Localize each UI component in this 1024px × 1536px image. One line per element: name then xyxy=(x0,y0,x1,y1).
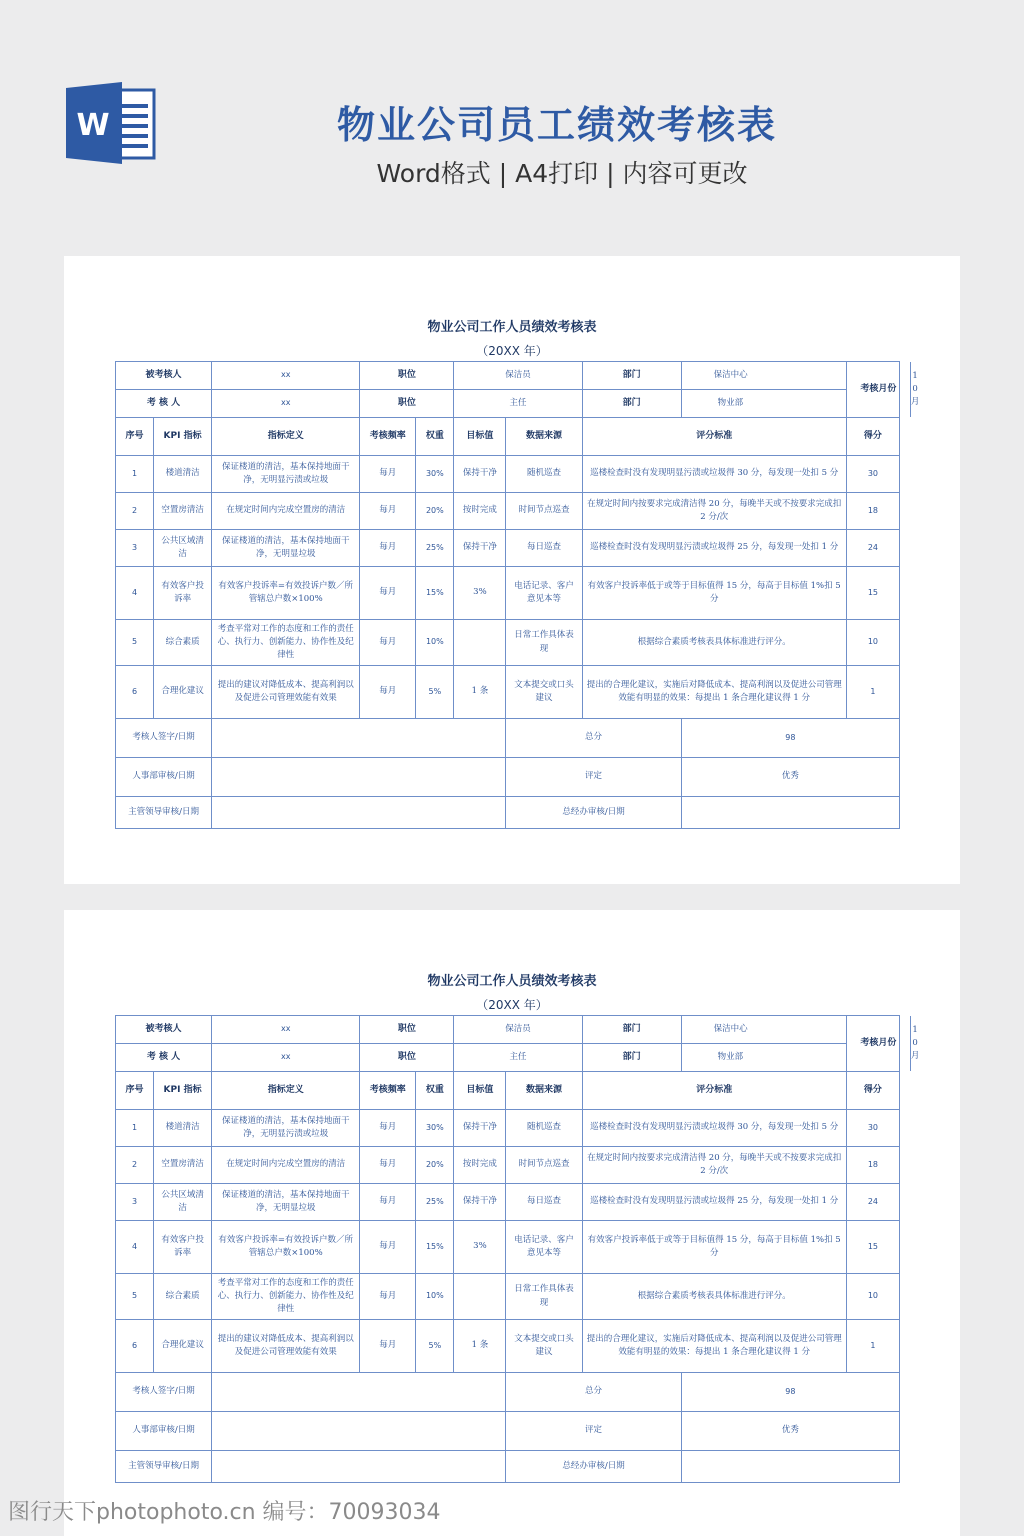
row-no: 5 xyxy=(116,1274,154,1320)
row-no: 2 xyxy=(116,493,154,530)
footer-row-sign xyxy=(116,1373,900,1412)
row-criteria: 在规定时间内按要求完成清洁得 20 分，每晚半天或不按要求完成扣 2 分/次 xyxy=(582,1147,846,1184)
position-value: 保洁员 xyxy=(454,362,582,390)
col-criteria: 评分标准 xyxy=(582,418,846,456)
row-target: 1 条 xyxy=(454,666,506,719)
row-source: 文本提交或口头建议 xyxy=(506,666,582,719)
doc-year: （20XX 年） xyxy=(476,998,548,1012)
row-source: 随机巡查 xyxy=(506,1110,582,1147)
row-definition: 保证楼道的清洁，基本保持地面干净，无明显污渍或垃圾 xyxy=(212,1110,360,1147)
assessor-position-value: 主任 xyxy=(454,1044,582,1072)
row-no: 5 xyxy=(116,620,154,666)
assessor-value: xx xyxy=(212,1044,360,1072)
assessor-position-label: 职位 xyxy=(360,390,454,418)
row-frequency: 每月 xyxy=(360,1110,416,1147)
table-row xyxy=(116,530,900,567)
assessor-position-label: 职位 xyxy=(360,1044,454,1072)
col-freq: 考核频率 xyxy=(360,1072,416,1110)
sign-cell xyxy=(212,1373,506,1412)
info-row-assessee xyxy=(116,362,900,390)
row-frequency: 每月 xyxy=(360,567,416,620)
total-value: 98 xyxy=(681,719,899,758)
row-definition: 考查平常对工作的态度和工作的责任心、执行力、创新能力、协作性及纪律性 xyxy=(212,620,360,666)
col-source: 数据来源 xyxy=(506,1072,582,1110)
row-target xyxy=(454,620,506,666)
doc-year: （20XX 年） xyxy=(476,344,548,358)
row-source: 时间节点巡查 xyxy=(506,493,582,530)
col-weight: 权重 xyxy=(416,1072,454,1110)
col-def: 指标定义 xyxy=(212,1072,360,1110)
table-row xyxy=(116,1184,900,1221)
dept-label: 部门 xyxy=(582,1016,681,1044)
row-criteria: 巡楼检查时没有发现明显污渍或垃圾得 25 分，每发现一处扣 1 分 xyxy=(582,1184,846,1221)
row-kpi: 合理化建议 xyxy=(154,666,212,719)
dept-value: 保洁中心 xyxy=(681,362,846,390)
word-logo-letter: W xyxy=(76,108,110,143)
row-kpi: 合理化建议 xyxy=(154,1320,212,1373)
assessee-label: 被考核人 xyxy=(116,362,212,390)
dept-label: 部门 xyxy=(582,362,681,390)
row-kpi: 有效客户投诉率 xyxy=(154,1221,212,1274)
row-criteria: 提出的合理化建议，实施后对降低成本、提高利润以及促进公司管理效能有明显的效果：每提出 1 条合理化建议得 1 分 xyxy=(582,1320,846,1373)
row-frequency: 每月 xyxy=(360,1221,416,1274)
row-kpi: 有效客户投诉率 xyxy=(154,567,212,620)
assessee-label: 被考核人 xyxy=(116,1016,212,1044)
row-weight: 30% xyxy=(416,456,454,493)
col-no: 序号 xyxy=(116,1072,154,1110)
hr-label: 人事部审核/日期 xyxy=(116,1412,212,1451)
row-source: 日常工作具体表现 xyxy=(506,620,582,666)
row-score: 10 xyxy=(846,1274,899,1320)
row-criteria: 巡楼检查时没有发现明显污渍或垃圾得 30 分，每发现一处扣 5 分 xyxy=(582,1110,846,1147)
row-no: 3 xyxy=(116,1184,154,1221)
assessor-label: 考 核 人 xyxy=(116,390,212,418)
main-title: 物业公司员工绩效考核表 xyxy=(336,103,777,147)
row-source: 每日巡查 xyxy=(506,1184,582,1221)
row-no: 2 xyxy=(116,1147,154,1184)
row-target xyxy=(454,1274,506,1320)
row-weight: 15% xyxy=(416,567,454,620)
col-no: 序号 xyxy=(116,418,154,456)
hr-cell xyxy=(212,1412,506,1451)
document-page-1 xyxy=(64,256,960,884)
month-label: 考核月份 xyxy=(847,1016,911,1071)
col-score: 得分 xyxy=(846,418,899,456)
assessor-position-value: 主任 xyxy=(454,390,582,418)
row-criteria: 在规定时间内按要求完成清洁得 20 分，每晚半天或不按要求完成扣 2 分/次 xyxy=(582,493,846,530)
row-target: 保持干净 xyxy=(454,1184,506,1221)
row-kpi: 空置房清洁 xyxy=(154,493,212,530)
month-cell xyxy=(846,362,920,418)
doc-title: 物业公司工作人员绩效考核表 xyxy=(427,974,597,989)
row-criteria: 根据综合素质考核表具体标准进行评分。 xyxy=(582,620,846,666)
row-weight: 5% xyxy=(416,666,454,719)
table-row xyxy=(116,666,900,719)
row-frequency: 每月 xyxy=(360,1147,416,1184)
row-target: 保持干净 xyxy=(454,456,506,493)
row-weight: 30% xyxy=(416,1110,454,1147)
row-weight: 10% xyxy=(416,1274,454,1320)
row-source: 时间节点巡查 xyxy=(506,1147,582,1184)
footer-row-leader xyxy=(116,1451,900,1483)
row-source: 电话记录、客户意见本等 xyxy=(506,1221,582,1274)
row-target: 按时完成 xyxy=(454,1147,506,1184)
row-no: 1 xyxy=(116,1110,154,1147)
row-kpi: 综合素质 xyxy=(154,620,212,666)
total-value: 98 xyxy=(681,1373,899,1412)
hr-cell xyxy=(212,758,506,797)
row-weight: 15% xyxy=(416,1221,454,1274)
row-source: 日常工作具体表现 xyxy=(506,1274,582,1320)
footer-row-hr xyxy=(116,1412,900,1451)
assessor-dept-label: 部门 xyxy=(582,390,681,418)
watermark-text: 图行天下photophoto.cn 编号：70093034 xyxy=(8,1500,441,1525)
row-frequency: 每月 xyxy=(360,620,416,666)
row-source: 每日巡查 xyxy=(506,530,582,567)
total-label: 总分 xyxy=(506,1373,681,1412)
row-score: 18 xyxy=(846,493,899,530)
row-kpi: 楼道清洁 xyxy=(154,456,212,493)
row-kpi: 综合素质 xyxy=(154,1274,212,1320)
row-kpi: 公共区域清洁 xyxy=(154,1184,212,1221)
row-definition: 有效客户投诉率=有效投诉户数／所管辖总户数×100% xyxy=(212,1221,360,1274)
sign-label: 考核人签字/日期 xyxy=(116,719,212,758)
sub-title: Word格式 | A4打印 | 内容可更改 xyxy=(376,159,748,188)
row-frequency: 每月 xyxy=(360,1184,416,1221)
rating-value: 优秀 xyxy=(681,1412,899,1451)
row-criteria: 根据综合素质考核表具体标准进行评分。 xyxy=(582,1274,846,1320)
row-frequency: 每月 xyxy=(360,1274,416,1320)
table-row xyxy=(116,1320,900,1373)
row-definition: 提出的建议对降低成本、提高利润以及促进公司管理效能有效果 xyxy=(212,1320,360,1373)
assessor-dept-value: 物业部 xyxy=(681,1044,846,1072)
row-definition: 考查平常对工作的态度和工作的责任心、执行力、创新能力、协作性及纪律性 xyxy=(212,1274,360,1320)
row-kpi: 楼道清洁 xyxy=(154,1110,212,1147)
row-kpi: 空置房清洁 xyxy=(154,1147,212,1184)
row-no: 4 xyxy=(116,567,154,620)
hr-label: 人事部审核/日期 xyxy=(116,758,212,797)
row-definition: 在规定时间内完成空置房的清洁 xyxy=(212,493,360,530)
table-row xyxy=(116,456,900,493)
assessee-value: xx xyxy=(212,1016,360,1044)
row-no: 6 xyxy=(116,1320,154,1373)
leader-label: 主管领导审核/日期 xyxy=(116,797,212,829)
position-label: 职位 xyxy=(360,362,454,390)
leader-label: 主管领导审核/日期 xyxy=(116,1451,212,1483)
gm-label: 总经办审核/日期 xyxy=(506,797,681,829)
row-no: 6 xyxy=(116,666,154,719)
col-score: 得分 xyxy=(846,1072,899,1110)
column-header-row xyxy=(116,418,900,456)
table-row xyxy=(116,620,900,666)
position-label: 职位 xyxy=(360,1016,454,1044)
assessor-value: xx xyxy=(212,390,360,418)
info-row-assessor xyxy=(116,1044,900,1072)
table-row xyxy=(116,1221,900,1274)
column-header-row xyxy=(116,1072,900,1110)
gm-label: 总经办审核/日期 xyxy=(506,1451,681,1483)
row-target: 1 条 xyxy=(454,1320,506,1373)
assessor-label: 考 核 人 xyxy=(116,1044,212,1072)
info-row-assessee xyxy=(116,1016,900,1044)
sign-cell xyxy=(212,719,506,758)
row-definition: 提出的建议对降低成本、提高利润以及促进公司管理效能有效果 xyxy=(212,666,360,719)
row-score: 30 xyxy=(846,456,899,493)
row-weight: 10% xyxy=(416,620,454,666)
page-header xyxy=(0,0,1024,250)
table-row xyxy=(116,1147,900,1184)
row-frequency: 每月 xyxy=(360,456,416,493)
rating-label: 评定 xyxy=(506,1412,681,1451)
gm-cell xyxy=(681,797,899,829)
month-label: 考核月份 xyxy=(847,362,911,417)
leader-cell xyxy=(212,1451,506,1483)
row-source: 电话记录、客户意见本等 xyxy=(506,567,582,620)
leader-cell xyxy=(212,797,506,829)
row-source: 随机巡查 xyxy=(506,456,582,493)
row-score: 30 xyxy=(846,1110,899,1147)
assessee-value: xx xyxy=(212,362,360,390)
row-weight: 20% xyxy=(416,1147,454,1184)
row-weight: 20% xyxy=(416,493,454,530)
col-kpi: KPI 指标 xyxy=(154,1072,212,1110)
col-freq: 考核频率 xyxy=(360,418,416,456)
month-value: 10 月 xyxy=(910,1024,920,1062)
row-criteria: 巡楼检查时没有发现明显污渍或垃圾得 25 分，每发现一处扣 1 分 xyxy=(582,530,846,567)
row-target: 保持干净 xyxy=(454,530,506,567)
col-source: 数据来源 xyxy=(506,418,582,456)
row-score: 24 xyxy=(846,1184,899,1221)
footer-row-sign xyxy=(116,719,900,758)
rating-label: 评定 xyxy=(506,758,681,797)
document-page-2 xyxy=(64,910,960,1536)
row-frequency: 每月 xyxy=(360,530,416,567)
row-definition: 保证楼道的清洁，基本保持地面干净，无明显垃圾 xyxy=(212,1184,360,1221)
row-no: 4 xyxy=(116,1221,154,1274)
row-frequency: 每月 xyxy=(360,1320,416,1373)
row-definition: 在规定时间内完成空置房的清洁 xyxy=(212,1147,360,1184)
row-no: 1 xyxy=(116,456,154,493)
dept-value: 保洁中心 xyxy=(681,1016,846,1044)
table-row xyxy=(116,567,900,620)
row-kpi: 公共区域清洁 xyxy=(154,530,212,567)
row-no: 3 xyxy=(116,530,154,567)
assessor-dept-label: 部门 xyxy=(582,1044,681,1072)
footer-row-leader xyxy=(116,797,900,829)
info-row-assessor xyxy=(116,390,900,418)
row-definition: 保证楼道的清洁，基本保持地面干净，无明显垃圾 xyxy=(212,530,360,567)
assessment-table xyxy=(115,1015,920,1483)
row-score: 1 xyxy=(846,666,899,719)
row-weight: 25% xyxy=(416,530,454,567)
row-criteria: 巡楼检查时没有发现明显污渍或垃圾得 30 分，每发现一处扣 5 分 xyxy=(582,456,846,493)
col-kpi: KPI 指标 xyxy=(154,418,212,456)
row-definition: 保证楼道的清洁，基本保持地面干净，无明显污渍或垃圾 xyxy=(212,456,360,493)
row-score: 1 xyxy=(846,1320,899,1373)
col-def: 指标定义 xyxy=(212,418,360,456)
table-row xyxy=(116,493,900,530)
row-source: 文本提交或口头建议 xyxy=(506,1320,582,1373)
month-value: 10 月 xyxy=(910,370,920,408)
row-target: 3% xyxy=(454,1221,506,1274)
rating-value: 优秀 xyxy=(681,758,899,797)
row-target: 3% xyxy=(454,567,506,620)
row-score: 10 xyxy=(846,620,899,666)
col-criteria: 评分标准 xyxy=(582,1072,846,1110)
row-score: 24 xyxy=(846,530,899,567)
table-row xyxy=(116,1110,900,1147)
month-cell xyxy=(846,1016,920,1072)
position-value: 保洁员 xyxy=(454,1016,582,1044)
row-criteria: 提出的合理化建议，实施后对降低成本、提高利润以及促进公司管理效能有明显的效果：每提出 1 条合理化建议得 1 分 xyxy=(582,666,846,719)
total-label: 总分 xyxy=(506,719,681,758)
row-score: 18 xyxy=(846,1147,899,1184)
row-criteria: 有效客户投诉率低于或等于目标值得 15 分，每高于目标值 1%扣 5 分 xyxy=(582,1221,846,1274)
col-weight: 权重 xyxy=(416,418,454,456)
doc-title: 物业公司工作人员绩效考核表 xyxy=(427,320,597,335)
gm-cell xyxy=(681,1451,899,1483)
sign-label: 考核人签字/日期 xyxy=(116,1373,212,1412)
row-score: 15 xyxy=(846,567,899,620)
row-weight: 25% xyxy=(416,1184,454,1221)
assessment-table xyxy=(115,361,920,829)
row-frequency: 每月 xyxy=(360,666,416,719)
footer-row-hr xyxy=(116,758,900,797)
row-weight: 5% xyxy=(416,1320,454,1373)
row-criteria: 有效客户投诉率低于或等于目标值得 15 分，每高于目标值 1%扣 5 分 xyxy=(582,567,846,620)
row-score: 15 xyxy=(846,1221,899,1274)
assessor-dept-value: 物业部 xyxy=(681,390,846,418)
table-row xyxy=(116,1274,900,1320)
row-target: 按时完成 xyxy=(454,493,506,530)
row-definition: 有效客户投诉率=有效投诉户数／所管辖总户数×100% xyxy=(212,567,360,620)
row-frequency: 每月 xyxy=(360,493,416,530)
row-target: 保持干净 xyxy=(454,1110,506,1147)
col-target: 目标值 xyxy=(454,418,506,456)
col-target: 目标值 xyxy=(454,1072,506,1110)
